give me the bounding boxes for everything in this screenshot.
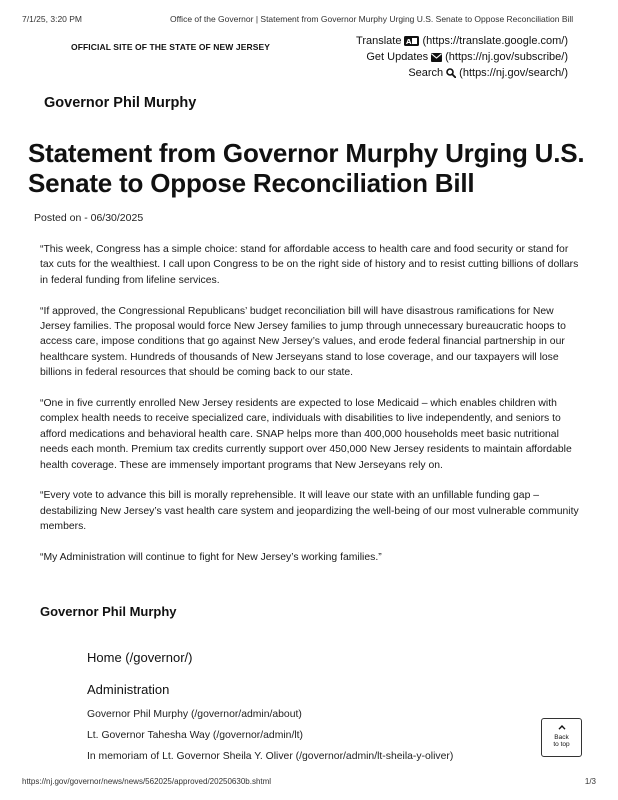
print-datetime: 7/1/25, 3:20 PM <box>22 14 83 24</box>
article-paragraph: “Every vote to advance this bill is morally reprehensible. It will leave our state with an unfillable funding gap – destabilizing New Jersey’s vast health care system and jeopardizing the well-being of our most vulnerable community members. <box>40 490 579 533</box>
footer-nav <box>87 650 453 770</box>
footer-admin-link-governor[interactable]: Governor Phil Murphy (/governor/admin/about) <box>87 709 302 720</box>
svg-text:A: A <box>406 38 412 47</box>
print-url: https://nj.gov/governor/news/news/562025/approved/20250630b.shtml <box>22 777 272 786</box>
search-label: Search <box>408 67 444 79</box>
page-title: Statement from Governor Murphy Urging U.S. Senate to Oppose Reconciliation Bill <box>28 138 585 198</box>
footer-brand: Governor Phil Murphy <box>40 604 177 619</box>
article-body <box>40 242 580 581</box>
footer-section-administration[interactable]: Administration <box>87 682 170 697</box>
site-brand[interactable]: Governor Phil Murphy <box>44 95 197 111</box>
back-to-top-button[interactable] <box>541 718 582 757</box>
translate-link[interactable] <box>356 33 568 49</box>
translate-url: (https://translate.google.com/) <box>422 35 568 47</box>
search-url: (https://nj.gov/search/) <box>459 67 568 79</box>
utility-links <box>356 33 568 81</box>
updates-url: (https://nj.gov/subscribe/) <box>445 51 568 63</box>
translate-label: Translate <box>356 35 402 47</box>
article-paragraph: “If approved, the Congressional Republicans’ budget reconciliation bill will have disastrous ramifications for New Jersey families. The proposal would force New Jersey families to jump through unnecessary bureaucratic hoops to access care, impose conditions that go against New Jersey’s values, and erode federal financial partnership in our healthcare system. Hundreds of thousands of New Jerseyans stand to lose coverage, and our taxpayers will lose billions in federal resources that should be coming back to our state. <box>40 305 566 379</box>
back-to-top-line2: to top <box>553 741 570 748</box>
translate-icon <box>404 33 419 49</box>
footer-admin-link-lt-governor[interactable]: Lt. Governor Tahesha Way (/governor/admin/lt) <box>87 730 303 741</box>
print-document-title: Office of the Governor | Statement from Governor Murphy Urging U.S. Senate to Oppose Reconciliation Bill <box>170 14 574 24</box>
article-paragraph: “My Administration will continue to fight for New Jersey’s working families.” <box>40 552 382 564</box>
search-icon <box>446 65 456 81</box>
posted-date: Posted on - 06/30/2025 <box>34 212 144 224</box>
envelope-icon <box>431 49 442 65</box>
article-paragraph: “This week, Congress has a simple choice: stand for affordable access to health care and food security or stand for tax cuts for the wealthiest. I call upon Congress to be on the right side of history and to resist cutting billions of dollars in federal funding from lifeline services. <box>40 244 579 286</box>
print-header <box>22 14 596 26</box>
footer-home-link[interactable]: Home (/governor/) <box>87 650 193 665</box>
chevron-up-icon <box>542 725 581 732</box>
get-updates-link[interactable] <box>356 49 568 65</box>
back-to-top-line1: Back <box>554 734 569 741</box>
search-link[interactable] <box>356 65 568 81</box>
footer-admin-link-memoriam[interactable]: In memoriam of Lt. Governor Sheila Y. Oliver (/governor/admin/lt-sheila-y-oliver) <box>87 751 454 762</box>
updates-label: Get Updates <box>366 51 429 63</box>
print-footer <box>22 777 596 789</box>
print-page-number: 1/3 <box>584 777 596 786</box>
official-site-label: OFFICIAL SITE OF THE STATE OF NEW JERSEY <box>71 42 271 52</box>
footer-admin-list <box>87 707 453 770</box>
article-paragraph: “One in five currently enrolled New Jersey residents are expected to lose Medicaid – which enables children with complex health needs to receive specialized care, individuals with disabilities to live independently, and seniors to afford medications and behavioral health care. SNAP helps more than 400,000 households meet basic nutritional needs each month. Premium tax credits currently support over 450,000 New Jersey residents to maintain affordable health coverage. These are immensely important programs that New Jerseyans rely on. <box>40 398 572 471</box>
